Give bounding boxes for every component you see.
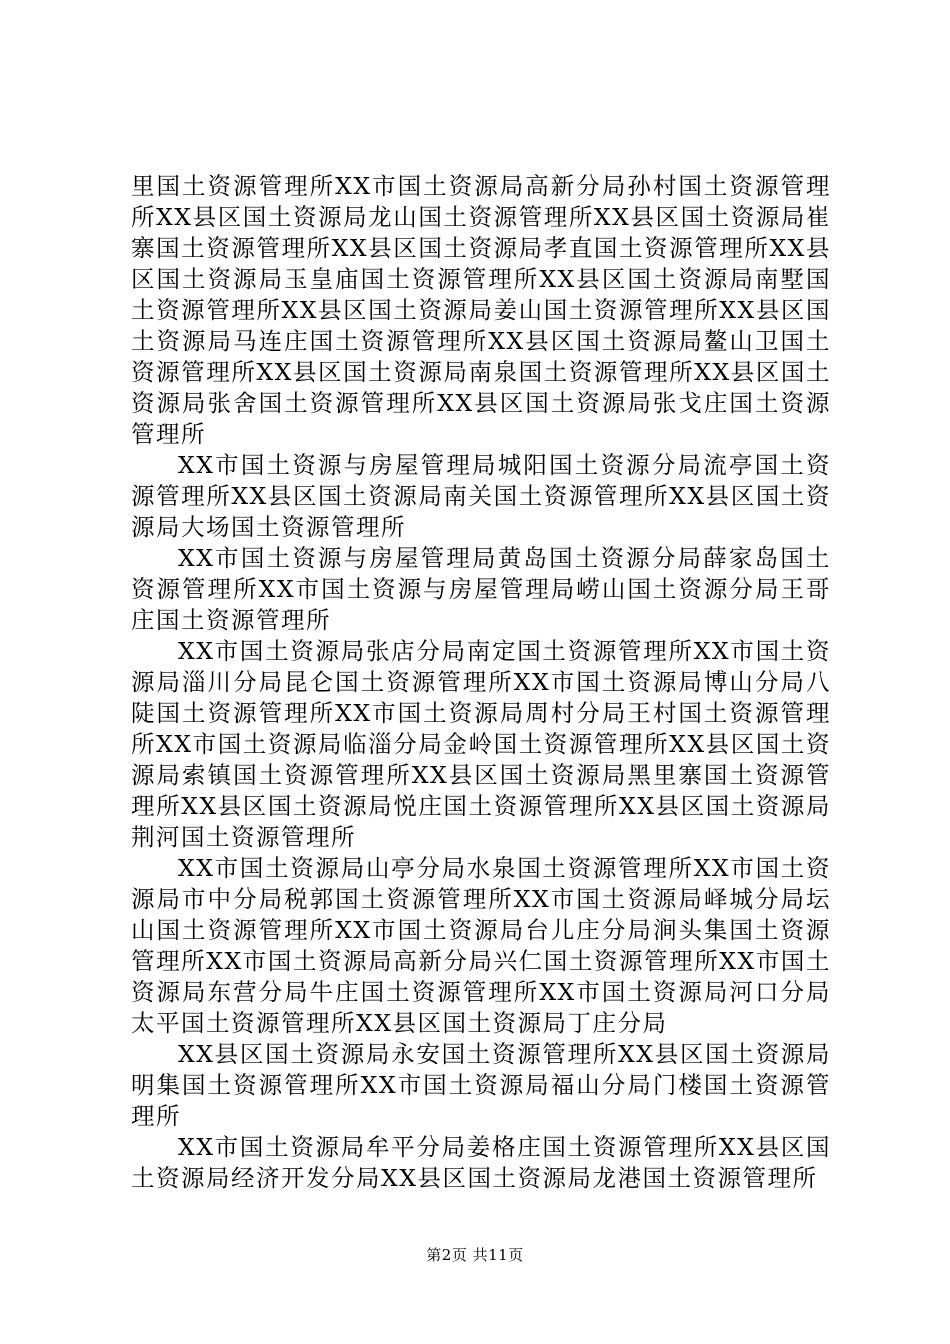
paragraph-4: XX市国土资源局张店分局南定国土资源管理所XX市国土资源局淄川分局昆仑国土资源管理所XX市国土资源局博山分局八陡国土资源管理所XX市国土资源局周村分局王村国土资源管理所XX市国土资源局临淄分局金岭国土资源管理所XX县区国土资源局索镇国土资源管理所XX县区国土资源局黑里寨国土资源管理所XX县区国土资源局悦庄国土资源管理所XX县区国土资源局荆河国土资源管理所 <box>131 637 831 851</box>
document-body <box>131 171 831 1194</box>
paragraph-7: XX市国土资源局牟平分局姜格庄国土资源管理所XX县区国土资源局经济开发分局XX县区国土资源局龙港国土资源管理所 <box>131 1133 831 1192</box>
paragraph-6: XX县区国土资源局永安国土资源管理所XX县区国土资源局明集国土资源管理所XX市国土资源局福山分局门楼国土资源管理所 <box>131 1040 831 1130</box>
page-number: 第2页 共11页 <box>426 1246 524 1264</box>
paragraph-1: 里国土资源管理所XX市国土资源局高新分局孙村国土资源管理所XX县区国土资源局龙山国土资源管理所XX县区国土资源局崔寨国土资源管理所XX县区国土资源局孝直国土资源管理所XX县区国土资源局玉皇庙国土资源管理所XX县区国土资源局南墅国土资源管理所XX县区国土资源局姜山国土资源管理所XX县区国土资源局马连庄国土资源管理所XX县区国土资源局鳌山卫国土资源管理所XX县区国土资源局南泉国土资源管理所XX县区国土资源局张舍国土资源管理所XX县区国土资源局张戈庄国土资源管理所 <box>131 172 831 448</box>
paragraph-5: XX市国土资源局山亭分局水泉国土资源管理所XX市国土资源局市中分局税郭国土资源管理所XX市国土资源局峄城分局坛山国土资源管理所XX市国土资源局台儿庄分局涧头集国土资源管理所XX市国土资源局高新分局兴仁国土资源管理所XX市国土资源局东营分局牛庄国土资源管理所XX市国土资源局河口分局太平国土资源管理所XX县区国土资源局丁庄分局 <box>131 854 831 1037</box>
page-footer <box>0 1245 950 1265</box>
paragraph-2: XX市国土资源与房屋管理局城阳国土资源分局流亭国土资源管理所XX县区国土资源局南关国土资源管理所XX县区国土资源局大场国土资源管理所 <box>131 451 831 541</box>
paragraph-3: XX市国土资源与房屋管理局黄岛国土资源分局薛家岛国土资源管理所XX市国土资源与房屋管理局崂山国土资源分局王哥庄国土资源管理所 <box>131 544 831 634</box>
